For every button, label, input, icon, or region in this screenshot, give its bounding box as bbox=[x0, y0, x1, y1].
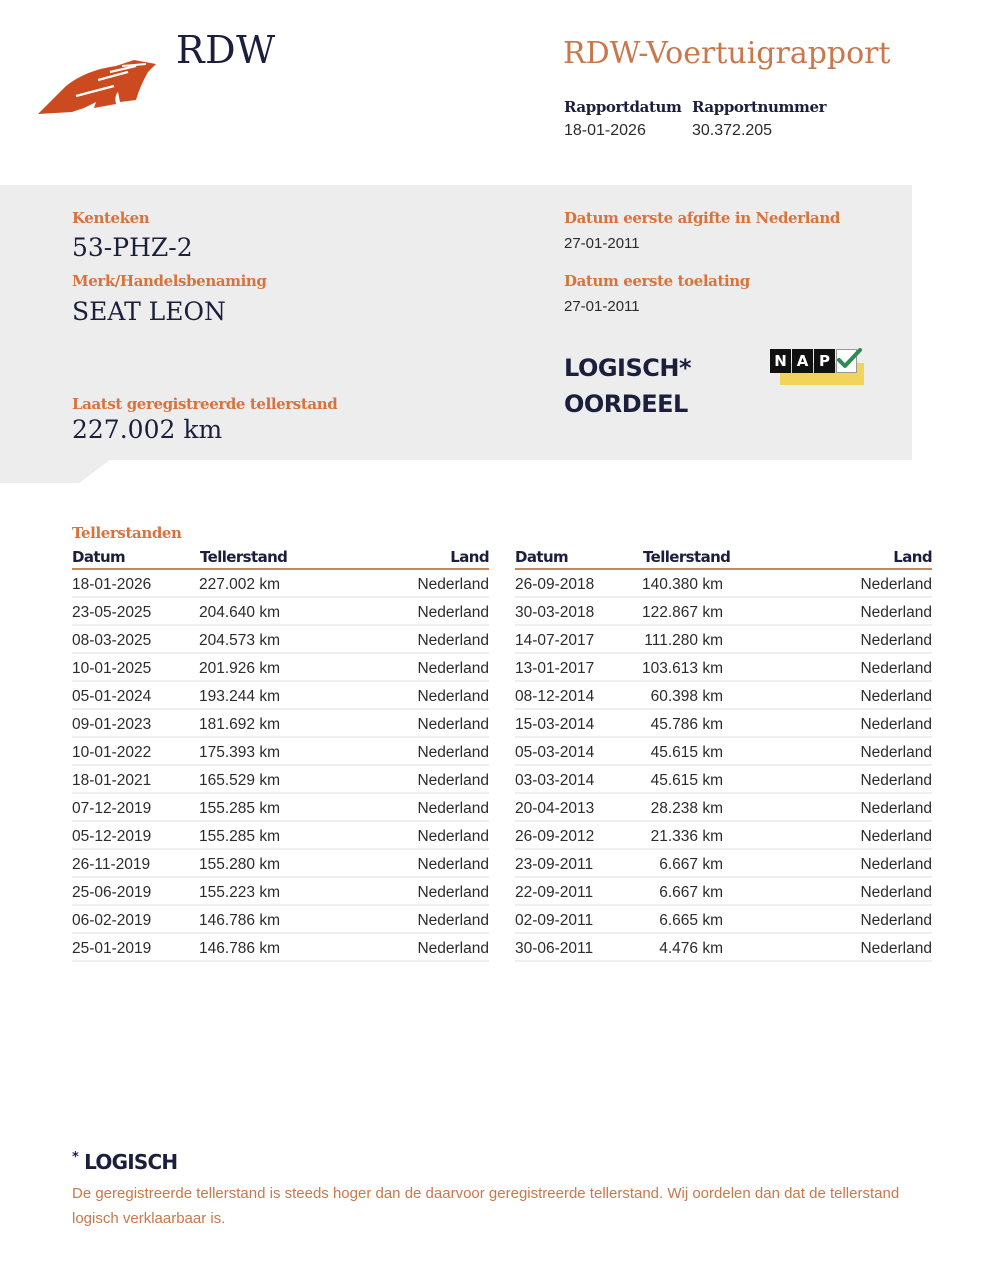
nap-check-box bbox=[836, 349, 857, 373]
cell-date: 25-06-2019 bbox=[72, 884, 152, 901]
cell-odometer: 6.665 km bbox=[659, 912, 723, 929]
cell-date: 20-04-2013 bbox=[515, 800, 595, 817]
table-row bbox=[72, 626, 489, 654]
table-row bbox=[515, 682, 932, 710]
first-issue-nl-value: 27-01-2011 bbox=[564, 235, 640, 252]
cell-odometer: 181.692 km bbox=[199, 716, 280, 733]
table-row bbox=[72, 738, 489, 766]
cell-country: Nederland bbox=[417, 940, 489, 957]
cell-date: 30-03-2018 bbox=[515, 604, 595, 621]
cell-country: Nederland bbox=[860, 800, 932, 817]
panel-tab-decoration bbox=[0, 460, 110, 483]
cell-country: Nederland bbox=[860, 828, 932, 845]
table-body bbox=[515, 570, 932, 962]
table-row bbox=[515, 878, 932, 906]
table-row bbox=[72, 906, 489, 934]
cell-odometer: 146.786 km bbox=[199, 912, 280, 929]
table-row bbox=[515, 766, 932, 794]
table-row bbox=[515, 822, 932, 850]
col-date: Datum bbox=[72, 548, 126, 566]
cell-country: Nederland bbox=[417, 688, 489, 705]
cell-country: Nederland bbox=[860, 884, 932, 901]
cell-odometer: 103.613 km bbox=[642, 660, 723, 677]
table-row bbox=[72, 766, 489, 794]
cell-odometer: 4.476 km bbox=[659, 940, 723, 957]
cell-country: Nederland bbox=[860, 660, 932, 677]
cell-country: Nederland bbox=[417, 856, 489, 873]
cell-country: Nederland bbox=[417, 744, 489, 761]
cell-odometer: 45.615 km bbox=[650, 744, 723, 761]
cell-odometer: 6.667 km bbox=[659, 884, 723, 901]
cell-date: 22-09-2011 bbox=[515, 884, 594, 901]
cell-date: 26-09-2012 bbox=[515, 828, 595, 845]
cell-country: Nederland bbox=[860, 716, 932, 733]
cell-odometer: 45.786 km bbox=[650, 716, 723, 733]
table-row bbox=[72, 710, 489, 738]
cell-odometer: 155.280 km bbox=[199, 856, 280, 873]
cell-date: 18-01-2026 bbox=[72, 576, 152, 593]
nap-badge bbox=[770, 349, 864, 387]
cell-country: Nederland bbox=[860, 856, 932, 873]
cell-date: 10-01-2022 bbox=[72, 744, 152, 761]
table-row bbox=[72, 878, 489, 906]
cell-odometer: 155.285 km bbox=[199, 800, 280, 817]
table-row bbox=[72, 654, 489, 682]
verdict-line-2: OORDEEL bbox=[564, 390, 688, 418]
table-row bbox=[72, 598, 489, 626]
nap-letter-a: A bbox=[792, 349, 813, 373]
readings-table-left bbox=[72, 548, 489, 962]
checkmark-icon bbox=[836, 346, 862, 370]
table-body bbox=[72, 570, 489, 962]
table-row bbox=[72, 850, 489, 878]
cell-odometer: 201.926 km bbox=[199, 660, 280, 677]
table-row bbox=[515, 906, 932, 934]
table-row bbox=[515, 626, 932, 654]
readings-table-right bbox=[515, 548, 932, 962]
cell-date: 26-11-2019 bbox=[72, 856, 151, 873]
cell-date: 05-01-2024 bbox=[72, 688, 152, 705]
cell-date: 10-01-2025 bbox=[72, 660, 152, 677]
table-row bbox=[72, 682, 489, 710]
verdict-line-1: LOGISCH* bbox=[564, 354, 692, 382]
cell-odometer: 193.244 km bbox=[199, 688, 280, 705]
nap-letter-p: P bbox=[814, 349, 835, 373]
first-admission-label: Datum eerste toelating bbox=[564, 272, 750, 290]
brand-name: RDW bbox=[176, 28, 276, 72]
readings-title: Tellerstanden bbox=[72, 524, 182, 542]
cell-country: Nederland bbox=[417, 576, 489, 593]
col-country: Land bbox=[450, 548, 489, 566]
table-row bbox=[72, 570, 489, 598]
cell-country: Nederland bbox=[860, 604, 932, 621]
cell-odometer: 60.398 km bbox=[650, 688, 723, 705]
cell-date: 07-12-2019 bbox=[72, 800, 152, 817]
table-row bbox=[515, 934, 932, 962]
report-number: 30.372.205 bbox=[692, 122, 773, 139]
cell-odometer: 155.223 km bbox=[199, 884, 280, 901]
footnote-text: De geregistreerde tellerstand is steeds hoger dan de daarvoor geregistreerde tellerstand. Wij oordelen dan dat de tellerstand logisch verklaarbaar is. bbox=[72, 1185, 900, 1227]
plate-label: Kenteken bbox=[72, 209, 150, 227]
cell-country: Nederland bbox=[417, 716, 489, 733]
cell-date: 23-05-2025 bbox=[72, 604, 152, 621]
table-row bbox=[515, 598, 932, 626]
cell-country: Nederland bbox=[860, 772, 932, 789]
cell-odometer: 175.393 km bbox=[199, 744, 280, 761]
table-row bbox=[72, 934, 489, 962]
col-country: Land bbox=[893, 548, 932, 566]
cell-odometer: 204.573 km bbox=[199, 632, 280, 649]
cell-odometer: 155.285 km bbox=[199, 828, 280, 845]
cell-country: Nederland bbox=[417, 772, 489, 789]
table-header bbox=[72, 548, 489, 570]
table-row bbox=[72, 794, 489, 822]
cell-date: 30-06-2011 bbox=[515, 940, 594, 957]
cell-country: Nederland bbox=[860, 912, 932, 929]
cell-odometer: 227.002 km bbox=[199, 576, 280, 593]
table-row bbox=[515, 654, 932, 682]
cell-date: 14-07-2017 bbox=[515, 632, 595, 649]
cell-date: 18-01-2021 bbox=[72, 772, 152, 789]
cell-date: 05-03-2014 bbox=[515, 744, 595, 761]
cell-country: Nederland bbox=[417, 800, 489, 817]
cell-date: 25-01-2019 bbox=[72, 940, 152, 957]
table-row bbox=[72, 822, 489, 850]
col-odometer: Tellerstand bbox=[200, 548, 288, 566]
cell-odometer: 6.667 km bbox=[659, 856, 723, 873]
cell-date: 26-09-2018 bbox=[515, 576, 595, 593]
first-issue-nl-label: Datum eerste afgifte in Nederland bbox=[564, 209, 840, 227]
make-value: SEAT LEON bbox=[72, 297, 226, 326]
table-row bbox=[515, 710, 932, 738]
report-date: 18-01-2026 bbox=[564, 122, 646, 139]
col-date: Datum bbox=[515, 548, 569, 566]
cell-date: 23-09-2011 bbox=[515, 856, 594, 873]
cell-odometer: 111.280 km bbox=[644, 632, 723, 649]
table-row bbox=[515, 570, 932, 598]
cell-odometer: 204.640 km bbox=[199, 604, 280, 621]
cell-odometer: 165.529 km bbox=[199, 772, 280, 789]
cell-date: 08-03-2025 bbox=[72, 632, 152, 649]
cell-country: Nederland bbox=[417, 660, 489, 677]
cell-odometer: 146.786 km bbox=[199, 940, 280, 957]
cell-country: Nederland bbox=[417, 828, 489, 845]
make-label: Merk/Handelsbenaming bbox=[72, 272, 267, 290]
odometer-label: Laatst geregistreerde tellerstand bbox=[72, 395, 338, 413]
cell-odometer: 140.380 km bbox=[642, 576, 723, 593]
cell-country: Nederland bbox=[417, 912, 489, 929]
cell-country: Nederland bbox=[860, 576, 932, 593]
cell-date: 06-02-2019 bbox=[72, 912, 152, 929]
table-row bbox=[515, 794, 932, 822]
report-number-label: Rapportnummer bbox=[692, 98, 827, 116]
table-row bbox=[515, 738, 932, 766]
cell-odometer: 21.336 km bbox=[650, 828, 723, 845]
rdw-logo-icon bbox=[36, 52, 158, 118]
cell-country: Nederland bbox=[417, 884, 489, 901]
footnote-title-text: LOGISCH bbox=[84, 1150, 178, 1174]
cell-country: Nederland bbox=[417, 632, 489, 649]
footnote-asterisk: * bbox=[72, 1150, 78, 1165]
footnote-title bbox=[72, 1150, 177, 1174]
cell-country: Nederland bbox=[860, 688, 932, 705]
plate-value: 53-PHZ-2 bbox=[72, 233, 193, 262]
verdict bbox=[564, 350, 691, 422]
cell-date: 08-12-2014 bbox=[515, 688, 595, 705]
col-odometer: Tellerstand bbox=[643, 548, 731, 566]
odometer-value: 227.002 km bbox=[72, 415, 223, 444]
cell-odometer: 45.615 km bbox=[650, 772, 723, 789]
report-date-label: Rapportdatum bbox=[564, 98, 682, 116]
cell-odometer: 122.867 km bbox=[642, 604, 723, 621]
table-row bbox=[515, 850, 932, 878]
cell-date: 03-03-2014 bbox=[515, 772, 595, 789]
cell-date: 13-01-2017 bbox=[515, 660, 595, 677]
cell-date: 05-12-2019 bbox=[72, 828, 152, 845]
cell-country: Nederland bbox=[417, 604, 489, 621]
cell-country: Nederland bbox=[860, 940, 932, 957]
first-admission-value: 27-01-2011 bbox=[564, 298, 640, 315]
cell-country: Nederland bbox=[860, 632, 932, 649]
nap-letter-n: N bbox=[770, 349, 791, 373]
cell-date: 02-09-2011 bbox=[515, 912, 594, 929]
cell-date: 09-01-2023 bbox=[72, 716, 152, 733]
cell-odometer: 28.238 km bbox=[650, 800, 723, 817]
table-header bbox=[515, 548, 932, 570]
cell-country: Nederland bbox=[860, 744, 932, 761]
report-title: RDW-Voertuigrapport bbox=[563, 36, 891, 71]
cell-date: 15-03-2014 bbox=[515, 716, 595, 733]
